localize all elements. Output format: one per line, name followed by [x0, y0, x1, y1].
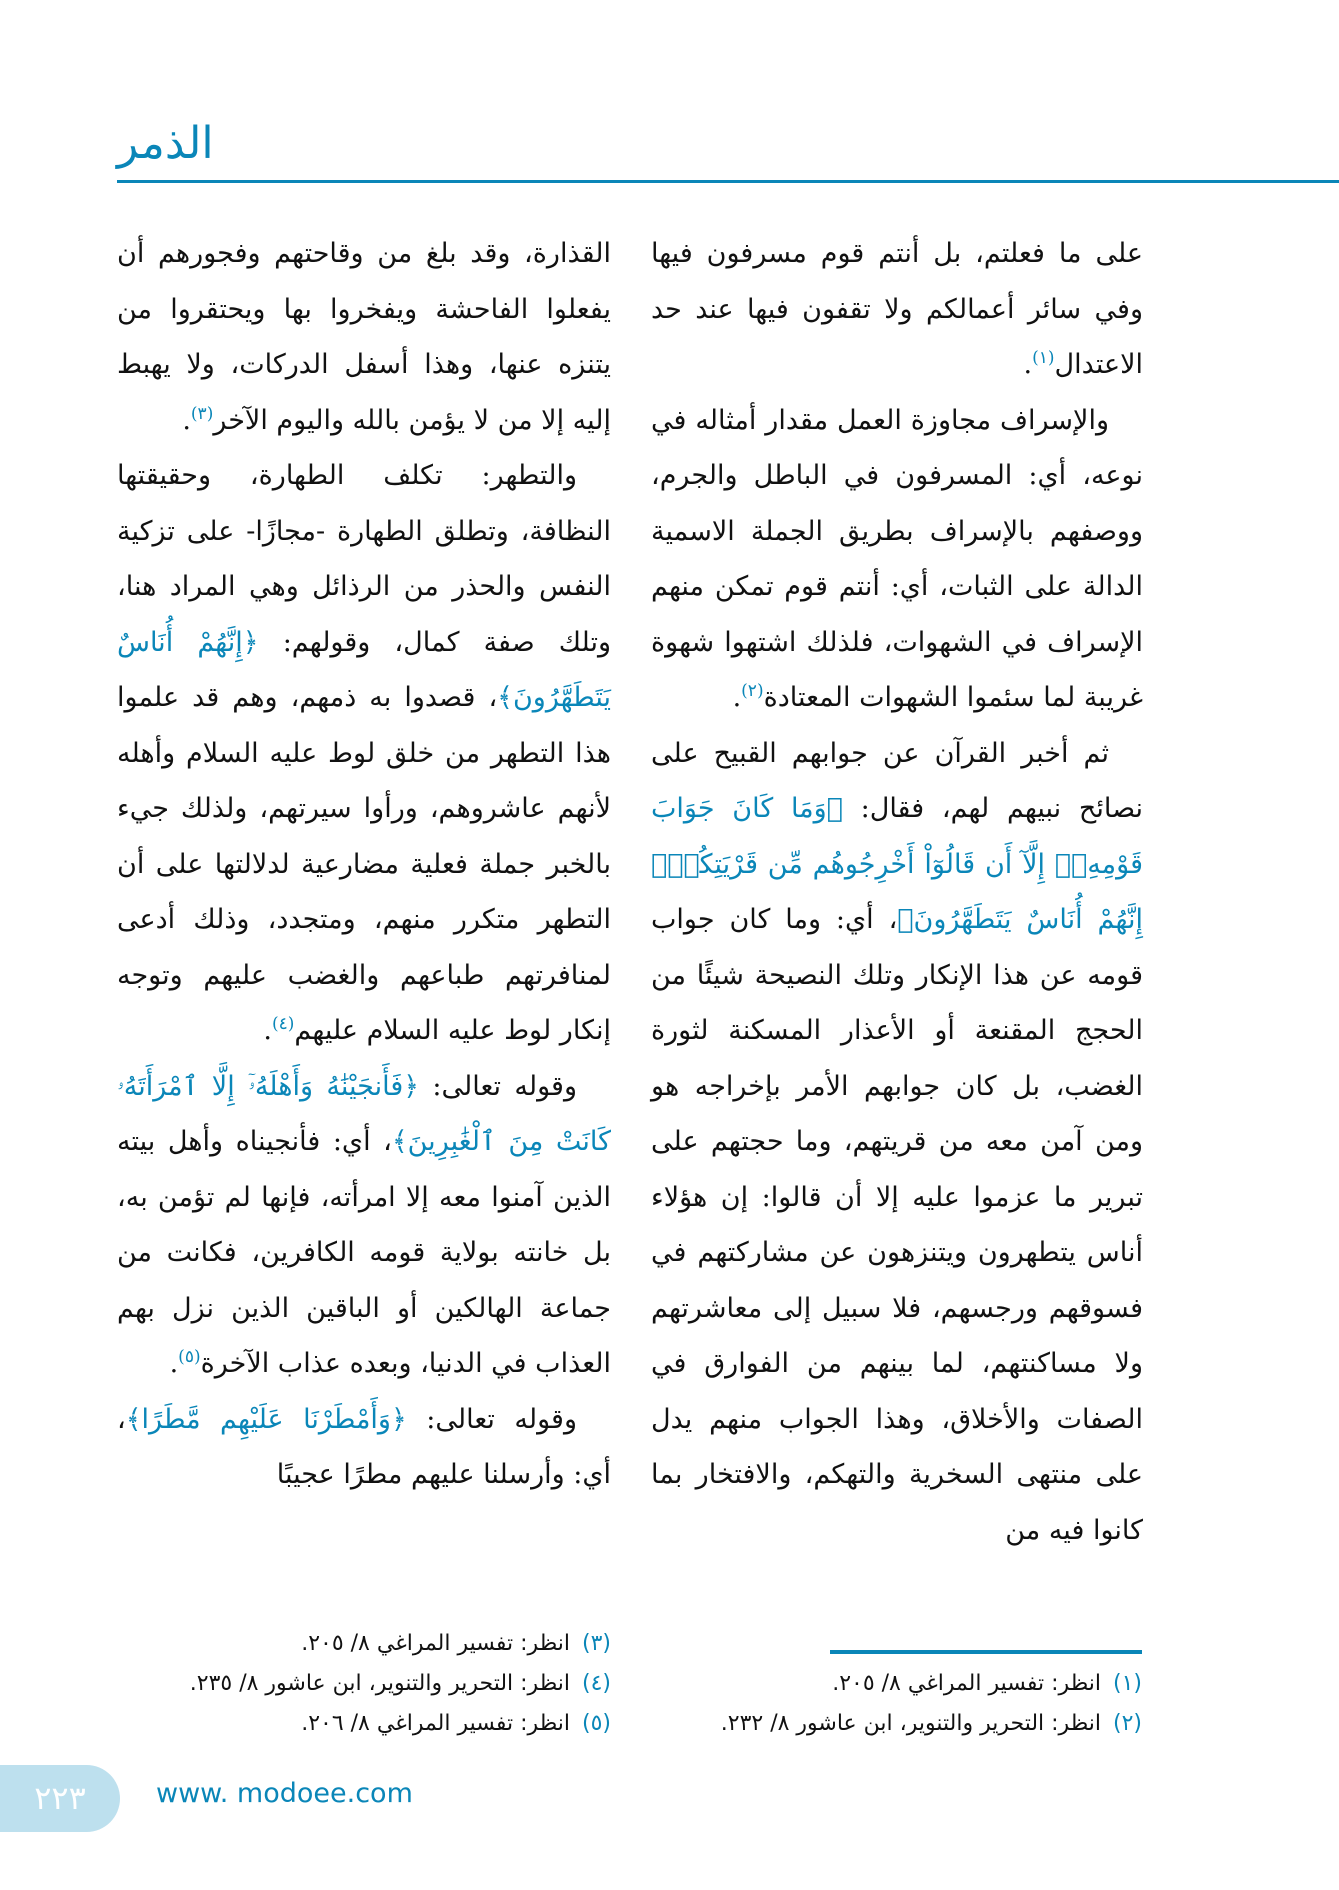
- footnote-number: (٣): [581, 1631, 611, 1656]
- footnote-number: (١): [1112, 1671, 1142, 1696]
- text: والتطهر: تكلف الطهارة، وحقيقتها النظافة، وتطلق الطهارة -مجازًا- على تزكية النفس والحذر من الرذائل وهي المراد هنا، وتلك صفة كمال، وقولهم:: [117, 460, 611, 658]
- paragraph: [651, 393, 1143, 726]
- right-column: [651, 226, 1143, 1558]
- text: .: [1023, 349, 1033, 380]
- footnote-ref[interactable]: (٥): [178, 1347, 201, 1367]
- footnotes-left: [190, 1624, 611, 1744]
- footnote-number: (٥): [581, 1711, 611, 1736]
- text: .: [732, 682, 742, 713]
- footnote-text: انظر: تفسير المراغي ٨/ ٢٠٦.: [301, 1711, 570, 1736]
- text: ثم أخبر القرآن عن جوابهم القبيح على نصائح نبيهم لهم، فقال:: [651, 737, 1144, 824]
- footnote: [721, 1704, 1142, 1744]
- paragraph: [117, 226, 611, 448]
- footnote: [190, 1624, 611, 1664]
- text: ، قصدوا به ذمهم، وهم قد علموا هذا التطهر من خلق لوط عليه السلام وأهله لأنهم عاشروهم، ورأوا سيرتهم، ولذلك جيء بالخبر جملة فعلية مضارعية لدلالتها على أن التطهر متكرر منهم، ومتجدد، وذلك أدعى لمنافرتهم طباعهم والغضب عليهم وتوجه إنكار لوط عليه السلام عليهم: [117, 682, 611, 1046]
- footnote-divider: [830, 1650, 1142, 1654]
- paragraph: [117, 1392, 611, 1503]
- text: .: [169, 1348, 179, 1379]
- footnote-ref[interactable]: (٣): [190, 403, 214, 424]
- text: على ما فعلتم، بل أنتم قوم مسرفون فيها وفي سائر أعمالكم ولا تقفون فيها عند حد الاعتدال: [651, 238, 1143, 380]
- left-column: [117, 226, 611, 1503]
- text: وقوله تعالى:: [419, 1070, 577, 1102]
- paragraph: [117, 448, 611, 1059]
- footnotes-right: [721, 1664, 1142, 1744]
- paragraph: [651, 226, 1143, 393]
- footnote-number: (٤): [581, 1671, 611, 1696]
- page-title: الذمر: [117, 118, 214, 169]
- quran-verse: ﴿إِنَّهُمْ أُنَاسٌ يَتَطَهَّرُونَ﴾: [117, 626, 611, 713]
- footnote-ref[interactable]: (٢): [741, 681, 764, 701]
- text: وقوله تعالى:: [406, 1403, 578, 1435]
- text: ، أي: وما كان جواب قومه عن هذا الإنكار وتلك النصيحة شيئًا من الحجج المقنعة أو الأعذار المسكنة لثورة الغضب، بل كان جوابهم الأمر بإخراجه هو ومن آمن معه من قريتهم، وما حجتهم على تبرير ما عزموا عليه إلا أن قالوا: إن هؤلاء أناس يتطهرون ويتنزهون عن مشاركتهم في فسوقهم ورجسهم، فلا سبيل إلى معاشرتهم ولا مساكنتهم، لما بينهم من الفوارق في الصفات والأخلاق، وهذا الجواب منهم يدل على منتهى السخرية والتهكم، والافتخار بما كانوا فيه من: [651, 904, 1143, 1546]
- footnote-text: انظر: التحرير والتنوير، ابن عاشور ٨/ ٢٣٢.: [720, 1711, 1101, 1736]
- quran-verse: ﴿وَمَا كَانَ جَوَابَ قَوْمِهِۦٓ إِلَّآ أَن قَالُوٓاْ أَخْرِجُوهُم مِّن قَرْيَتِكُمْۖ إِنَّهُمْ أُنَاسٌ يَتَطَهَّرُونَ﴾: [651, 793, 1143, 935]
- paragraph: [117, 1059, 611, 1392]
- text: ، أي: وأرسلنا عليهم مطرًا عجيبًا: [117, 1403, 611, 1490]
- paragraph: [651, 726, 1143, 1559]
- footnote-number: (٢): [1112, 1711, 1142, 1736]
- text: ، أي: فأنجيناه وأهل بيته الذين آمنوا معه إلا امرأته، فإنها لم تؤمن به، بل خانته بولاية قومه الكافرين، فكانت من جماعة الهالكين أو الباقين الذين نزل بهم العذاب في الدنيا، وبعده عذاب الآخرة: [117, 1126, 611, 1379]
- footnote: [190, 1664, 611, 1704]
- footnote-text: انظر: تفسير المراغي ٨/ ٢٠٥.: [832, 1671, 1101, 1696]
- footnote-text: انظر: تفسير المراغي ٨/ ٢٠٥.: [301, 1631, 570, 1656]
- footnote-ref[interactable]: (٤): [271, 1014, 295, 1034]
- text: .: [182, 404, 191, 436]
- header-divider: [117, 180, 1339, 183]
- quran-verse: ﴿وَأَمْطَرْنَا عَلَيْهِم مَّطَرًا﴾: [125, 1403, 407, 1435]
- text: .: [263, 1015, 272, 1046]
- website-link[interactable]: www. modoee.com: [156, 1778, 413, 1809]
- text: والإسراف مجاوزة العمل مقدار أمثاله في نوعه، أي: المسرفون في الباطل والجرم، ووصفهم بالإسراف بطريق الجملة الاسمية الدالة على الثبات، أي: أنتم قوم تمكن منهم الإسراف في الشهوات، فلذلك اشتهوا شهوة غريبة لما سئموا الشهوات المعتادة: [651, 404, 1143, 713]
- footnote: [190, 1704, 611, 1744]
- footnote: [721, 1664, 1142, 1704]
- footnote-text: انظر: التحرير والتنوير، ابن عاشور ٨/ ٢٣٥.: [189, 1671, 570, 1696]
- quran-verse: ﴿فَأَنجَيْنَٰهُ وَأَهْلَهُۥٓ إِلَّا ٱمْرَأَتَهُۥ كَانَتْ مِنَ ٱلْغَٰبِرِينَ﴾: [117, 1070, 611, 1157]
- footnote-ref[interactable]: (١): [1032, 348, 1055, 368]
- page-number: ٢٢٣: [0, 1765, 120, 1832]
- text: القذارة، وقد بلغ من وقاحتهم وفجورهم أن يفعلوا الفاحشة ويفخروا بها ويحتقروا من يتنزه عنها، وهذا أسفل الدركات، ولا يهبط إليه إلا من لا يؤمن بالله واليوم الآخر: [117, 238, 611, 436]
